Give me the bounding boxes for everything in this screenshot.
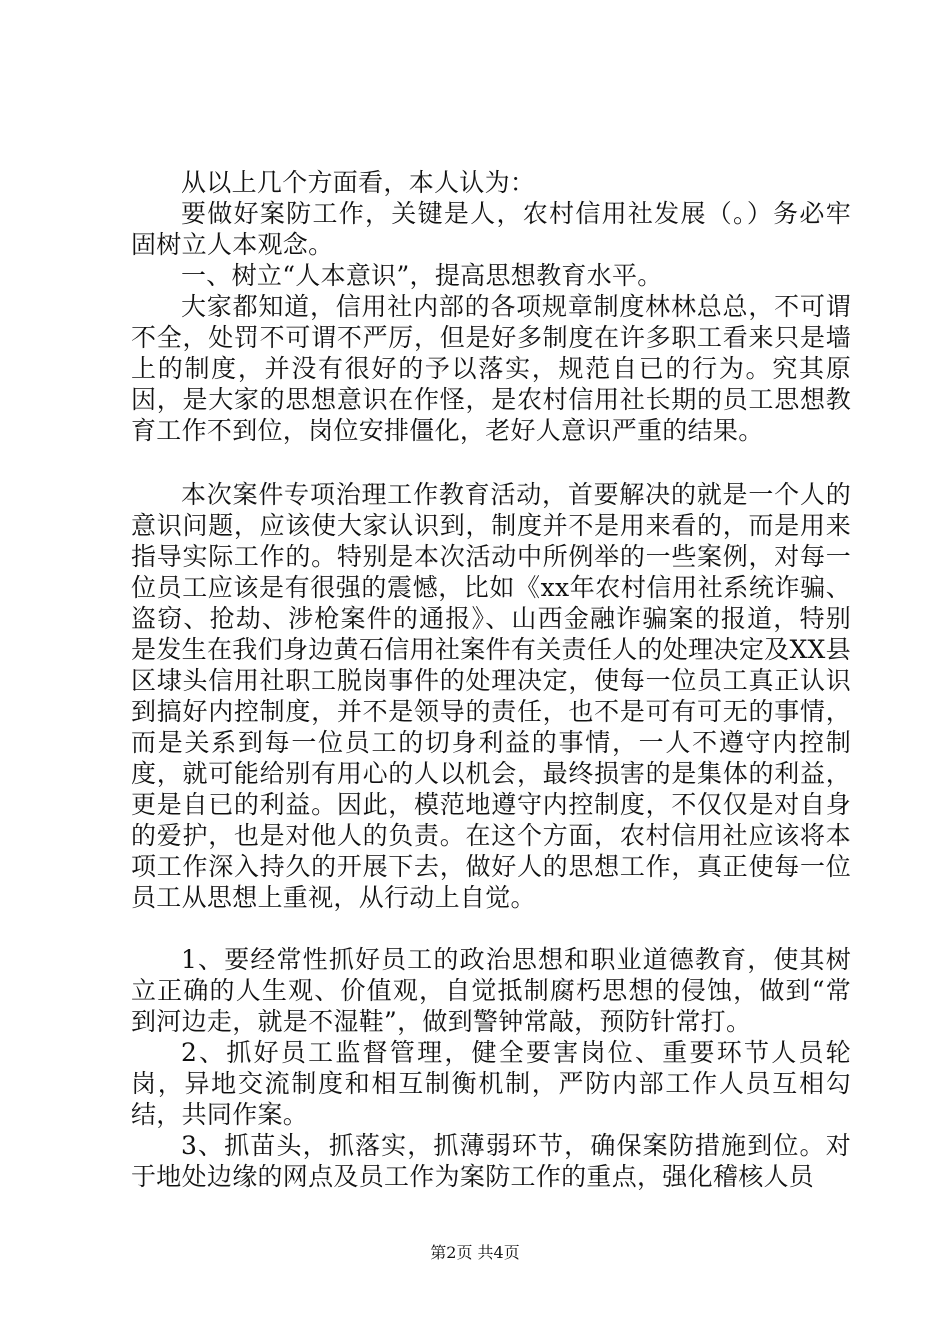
list-item-2: 2、抓好员工监督管理，健全要害岗位、重要环节人员轮岗，异地交流制度和相互制衡机制，严防内部工作人员互相勾结，共同作案。 [131, 1038, 851, 1129]
paragraph-campaign: 本次案件专项治理工作教育活动，首要解决的就是一个人的意识问题，应该使大家认识到，制度并不是用来看的，而是用来指导实际工作的。特别是本次活动中所例举的一些案例，对每一位员工应该是有很强的震憾，比如《xx年农村信用社系统诈骗、盗窃、抢劫、涉枪案件的通报》、山西金融诈骗案的报道，特别是发生在我们身边黄石信用社案件有关责任人的处理决定及XX县区埭头信用社职工脱岗事件的处理决定，使每一位员工真正认识到搞好内控制度，并不是领导的责任，也不是可有可无的事情，而是关系到每一位员工的切身利益的事情，一人不遵守内控制度，就可能给别有用心的人以机会，最终损害的是集体的利益，更是自已的利益。因此，模范地遵守内控制度，不仅仅是对自身的爱护，也是对他人的负责。在这个方面，农村信用社应该将本项工作深入持久的开展下去，做好人的思想工作，真正使每一位员工从思想上重视，从行动上自觉。 [131, 480, 851, 912]
section-heading-1: 一、树立“人本意识”，提高思想教育水平。 [181, 261, 663, 290]
paragraph-intro: 从以上几个方面看，本人认为： [181, 168, 536, 197]
document-body [131, 167, 851, 1192]
page-footer: 第2页 共4页 [430, 1243, 520, 1262]
list-item-3: 3、抓苗头，抓落实，抓薄弱环节，确保案防措施到位。对于地处边缘的网点及员工作为案防工作的重点，强化稽核人员 [131, 1131, 851, 1191]
paragraph-background: 大家都知道，信用社内部的各项规章制度林林总总，不可谓不全，处罚不可谓不严厉，但是好多制度在许多职工看来只是墙上的制度，并没有很好的予以落实，规范自已的行为。究其原因，是大家的思想意识在作怪，是农村信用社长期的员工思想教育工作不到位，岗位安排僵化，老好人意识严重的结果。 [131, 292, 851, 445]
list-item-1: 1、要经常性抓好员工的政治思想和职业道德教育，使其树立正确的人生观、价值观，自觉抵制腐朽思想的侵蚀，做到“常到河边走，就是不湿鞋”，做到警钟常敲，预防针常打。 [131, 945, 851, 1036]
paragraph-key-point: 要做好案防工作，关键是人，农村信用社发展（。）务必牢固树立人本观念。 [131, 199, 851, 259]
